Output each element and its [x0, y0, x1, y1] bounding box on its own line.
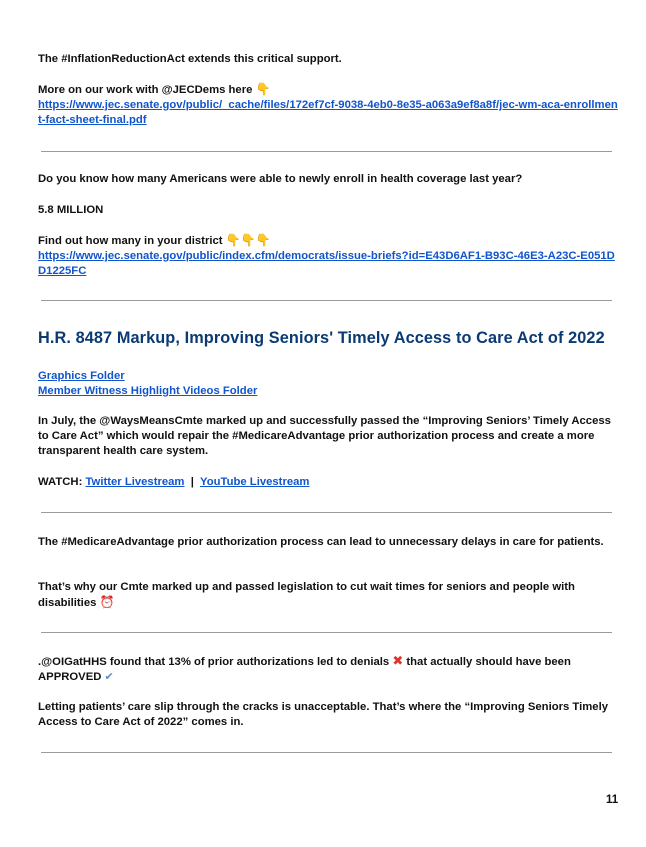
- jec-more-text: More on our work with @JECDems here: [38, 84, 253, 96]
- watch-label: WATCH:: [38, 476, 83, 488]
- jec-fact-sheet-link[interactable]: https://www.jec.senate.gov/public/_cache/files/172ef7cf-9038-4eb0-8e35-a063a9ef8a8f/jec-wm-aca-enrollment-fact-sheet-final.pdf: [38, 99, 618, 126]
- enrollment-question: Do you know how many Americans were able to newly enroll in health coverage last year?: [38, 173, 523, 185]
- alarm-clock-icon: ⏰: [99, 595, 115, 609]
- twitter-livestream-link[interactable]: Twitter Livestream: [85, 476, 185, 488]
- divider: [41, 300, 612, 301]
- graphics-folder-link[interactable]: Graphics Folder: [38, 370, 125, 382]
- check-mark-icon: ✔: [104, 671, 114, 683]
- district-text: Find out how many in your district: [38, 235, 223, 247]
- page-number: 11: [606, 794, 619, 806]
- pointing-down-icon: 👇👇👇: [225, 233, 271, 247]
- prior-auth-paragraph: The #MedicareAdvantage prior authorization process can lead to unnecessary delays in care for patients.: [38, 536, 604, 548]
- markup-paragraph: In July, the @WaysMeansCmte marked up and successfully passed the “Improving Seniors’ Timely Access to Care Act” which would repair the #MedicareAdvantage prior authorization process and create a more transparent health care system.: [38, 415, 611, 457]
- link-separator: |: [190, 476, 194, 488]
- issue-briefs-link[interactable]: https://www.jec.senate.gov/public/index.cfm/democrats/issue-briefs?id=E43D6AF1-B93C-46E3-A23C-E051DD1225FC: [38, 250, 615, 277]
- inflation-reduction-text: The #InflationReductionAct extends this critical support.: [38, 53, 342, 65]
- folder-links: [38, 369, 618, 399]
- oig-text-b: that actually should have been APPROVED: [38, 656, 571, 683]
- oig-text-a: .@OIGatHHS found that 13% of prior authorizations led to denials: [38, 656, 390, 668]
- cmte-text: That’s why our Cmte marked up and passed legislation to cut wait times for seniors and people with disabilities: [38, 581, 575, 609]
- enrollment-stat: 5.8 MILLION: [38, 204, 104, 216]
- jec-more-paragraph: [38, 82, 618, 128]
- pointing-down-icon: 👇: [255, 82, 271, 96]
- divider: [41, 151, 612, 152]
- cross-mark-icon: ✖: [392, 653, 404, 668]
- oig-paragraph: [38, 655, 618, 685]
- videos-folder-link[interactable]: Member Witness Highlight Videos Folder: [38, 385, 258, 397]
- divider: [41, 752, 612, 753]
- divider: [41, 632, 612, 633]
- watch-line: [38, 475, 618, 490]
- divider: [41, 512, 612, 513]
- section-heading: H.R. 8487 Markup, Improving Seniors' Timely Access to Care Act of 2022: [38, 329, 605, 347]
- cmte-paragraph: [38, 580, 618, 611]
- letting-patients-paragraph: Letting patients’ care slip through the cracks is unacceptable. That’s where the “Improving Seniors Timely Access to Care Act of 2022” comes in.: [38, 701, 609, 728]
- district-paragraph: [38, 233, 618, 279]
- youtube-livestream-link[interactable]: YouTube Livestream: [200, 476, 310, 488]
